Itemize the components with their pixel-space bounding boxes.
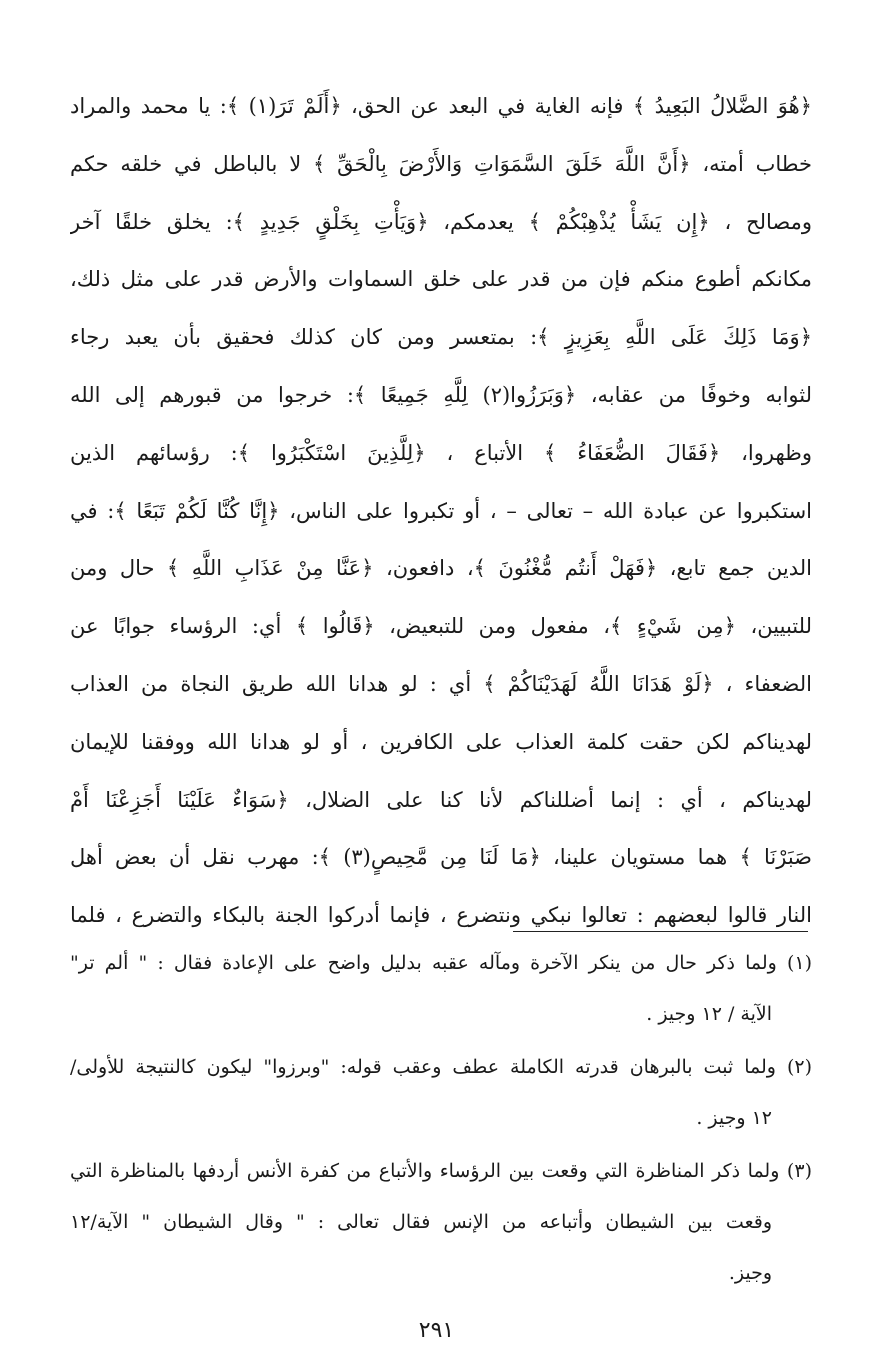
text-line: للتبيين، ﴿مِن شَيْءٍ ﴾، مفعول ومن للتبعيض، ﴿قَالُوا ﴾ أي: الرؤساء جوابًا عن xyxy=(70,614,812,639)
footnotes xyxy=(70,938,812,1301)
text-line: الدين جمع تابع، ﴿فَهَلْ أَنتُم مُّغْنُونَ ﴾، دافعون، ﴿عَنَّا مِنْ عَذَابِ اللَّهِ ﴾ حال ومن xyxy=(70,556,812,581)
text-line: صَبَرْنَا ﴾ هما مستويان علينا، ﴿مَا لَنَا مِن مَّحِيصٍ(٣) ﴾: مهرب نقل أن بعض أهل xyxy=(70,845,812,870)
text-line: لثوابه وخوفًا من عقابه، ﴿وَبَرَزُوا(٢) لِلَّهِ جَمِيعًا ﴾: خرجوا من قبورهم إلى الله xyxy=(70,382,812,407)
footnote-2 xyxy=(70,1042,812,1144)
text-line: استكبروا عن عبادة الله – تعالى – ، أو تكبروا على الناس، ﴿إِنَّا كُنَّا لَكُمْ تَبَعًا ﴾: في xyxy=(70,498,812,523)
text-line: النار قالوا لبعضهم : تعالوا نبكي ونتضرع ، فإنما أدركوا الجنة بالبكاء والتضرع ، فلما xyxy=(70,903,812,928)
footnote-line: ١٢ وجيز . xyxy=(696,1107,772,1129)
footnote-1 xyxy=(70,938,812,1040)
text-line: خطاب أمته، ﴿أَنَّ اللَّهَ خَلَقَ السَّمَوَاتِ وَالأَرْضَ بِالْحَقِّ ﴾ لا بالباطل في خلقه حكم xyxy=(70,151,812,176)
page-number: ٢٩١ xyxy=(418,1318,455,1343)
text-line: مكانكم أطوع منكم فإن من قدر على خلق السماوات والأرض قدر على مثل ذلك، xyxy=(70,267,812,292)
main-text xyxy=(70,78,812,945)
footnote-line: وجيز. xyxy=(728,1262,772,1284)
text-line: الضعفاء ، ﴿لَوْ هَدَانَا اللَّهُ لَهَدَيْنَاكُمْ ﴾ أي : لو هدانا الله طريق النجاة من العذاب xyxy=(70,671,812,696)
footnote-separator xyxy=(513,931,808,932)
footnote-line: (٣) ولما ذكر المناظرة التي وقعت بين الرؤساء والأتباع من كفرة الأنس أردفها بالمناظرة التي xyxy=(70,1160,812,1182)
text-line: ﴿هُوَ الضَّلالُ البَعِيدُ ﴾ فإنه الغاية في البعد عن الحق، ﴿أَلَمْ تَرَ(١) ﴾: يا محمد والمراد xyxy=(70,94,812,118)
footnote-line: (١) ولما ذكر حال من ينكر الآخرة ومآله عقبه بدليل واضح على الإعادة فقال : " ألم تر" xyxy=(70,952,812,974)
text-line: لهديناكم ، أي : إنما أضللناكم لأنا كنا على الضلال، ﴿سَوَاءٌ عَلَيْنَا أَجَزِعْنَا أَمْ xyxy=(70,787,812,812)
text-line: ﴿وَمَا ذَلِكَ عَلَى اللَّهِ بِعَزِيزٍ ﴾: بمتعسر ومن كان كذلك فحقيق بأن يعبد رجاء xyxy=(70,325,812,350)
footnote-3 xyxy=(70,1146,812,1299)
footnote-line: (٢) ولما ثبت بالبرهان قدرته الكاملة عطف وعقب قوله: "وبرزوا" ليكون كالنتيجة للأولى/ xyxy=(70,1056,812,1078)
text-line: ومصالح ، ﴿إِن يَشَأْ يُذْهِبْكُمْ ﴾ يعدمكم، ﴿وَيَأْتِ بِخَلْقٍ جَدِيدٍ ﴾: يخلق خلقًا آخر xyxy=(70,209,812,234)
text-line: وظهروا، ﴿فَقَالَ الضُّعَفَاءُ ﴾ الأتباع ، ﴿لِلَّذِينَ اسْتَكْبَرُوا ﴾: رؤسائهم الذين xyxy=(70,440,812,465)
text-line: لهديناكم لكن حقت كلمة العذاب على الكافرين ، أو لو هدانا الله ووفقنا للإيمان xyxy=(70,729,812,754)
footnote-line: الآية / ١٢ وجيز . xyxy=(646,1003,772,1025)
footnote-line: وقعت بين الشيطان وأتباعه من الإنس فقال تعالى : " وقال الشيطان " الآية/١٢ xyxy=(70,1211,772,1233)
